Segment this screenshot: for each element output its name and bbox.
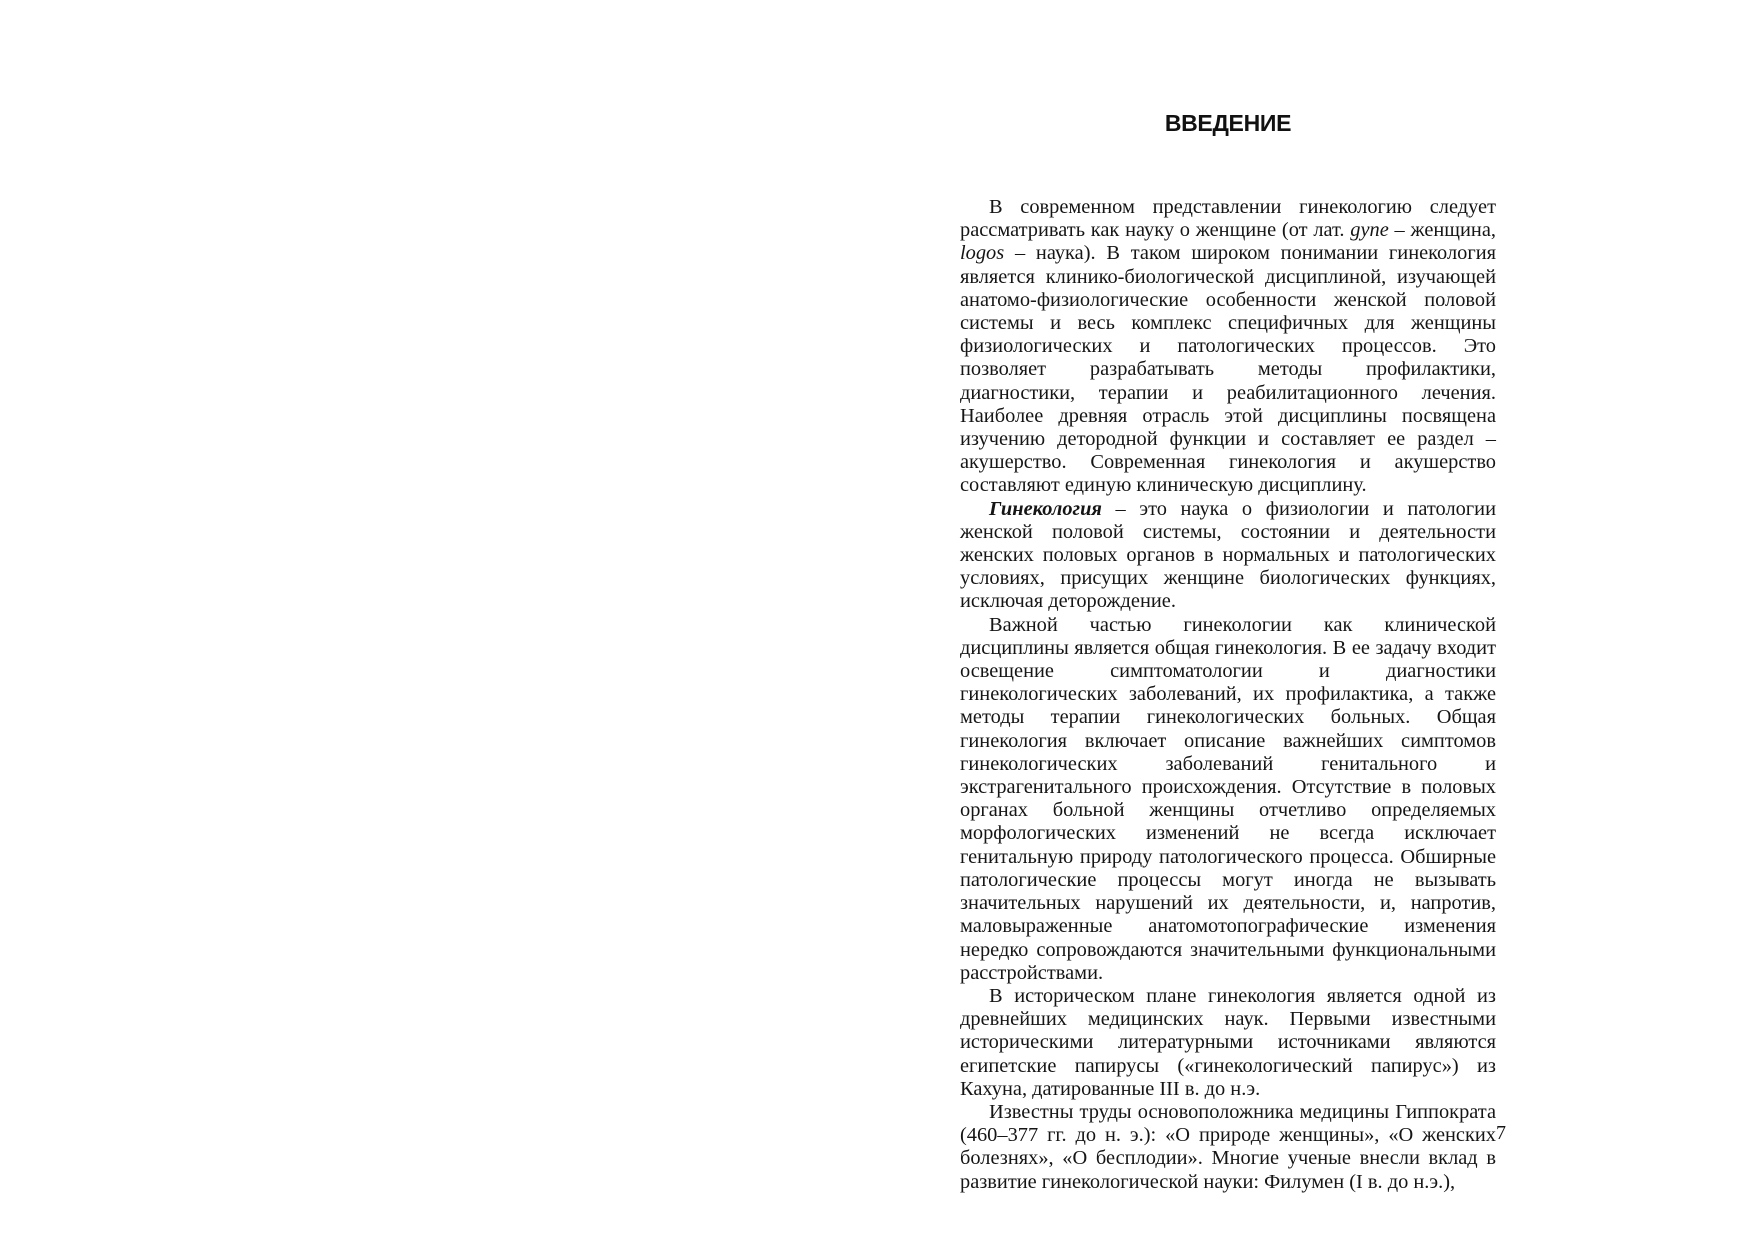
text-segment: – это наука о физиологии и патологии женской половой системы, состоянии и деятельности женских половых органов в нормальных и патологических условиях, присущих женщине биологических функциях, исключая деторождение. [960, 497, 1496, 613]
paragraph [960, 196, 1496, 498]
body-text [960, 196, 1496, 1194]
text-segment: В историческом плане гинекология является одной из древнейших медицинских наук. Первыми известными историческими литературными источниками являются египетские папирусы («гинекологический папирус») из Кахуна, датированные III в. до н.э. [960, 984, 1496, 1100]
text-segment: Известны труды основоположника медицины Гиппократа (460–377 гг. до н. э.): «О природе женщины», «О женских болезнях», «О бесплодии». Многие ученые внесли вклад в развитие гинекологической науки: Филумен (I в. до н.э.), [960, 1100, 1496, 1193]
text-segment: В современном представлении гинекологию следует рассматривать как науку о женщине (от лат. [960, 196, 1496, 242]
text-segment: – наука). В таком широком понимании гинекология является клинико-биологической дисциплиной, изучающей анатомо-физиологические особенности женской половой системы и весь комплекс специфичных для женщины физиологических и патологических процессов. Это позволяет разрабатывать методы профилактики, диагностики, терапии и реабилитационного лечения. Наиболее древняя отрасль этой дисциплины посвящена изучению детородной функции и составляет ее раздел – акушерство. Современная гинекология и акушерство составляют единую клиническую дисциплину. [960, 242, 1496, 497]
latin-term: logos [960, 242, 1005, 265]
text-segment: Важной частью гинекологии как клинической дисциплины является общая гинекология. В ее задачу входит освещение симптоматологии и диагностики гинекологических заболеваний, их профилактика, а также методы терапии гинекологических больных. Общая гинекология включает описание важнейших симптомов гинекологических заболеваний генитального и экстрагенитального происхождения. Отсутствие в половых органах больной женщины отчетливо определяемых морфологических изменений не всегда исключает генитальную природу патологического процесса. Обширные патологические процессы могут иногда не вызывать значительных нарушений их деятельности, и, напротив, маловыраженные анатомотопографические изменения нередко сопровождаются значительными функциональными расстройствами. [960, 613, 1496, 984]
paragraph [960, 1101, 1496, 1194]
paragraph [960, 985, 1496, 1101]
text-segment: – женщина, [1388, 219, 1496, 242]
latin-term: gyne [1350, 219, 1389, 242]
chapter-heading: ВВЕДЕНИЕ [1164, 110, 1292, 136]
paragraph [960, 498, 1496, 614]
left-page-blank [0, 0, 877, 1240]
paragraph [960, 614, 1496, 985]
defined-term: Гинекология [989, 497, 1102, 520]
page-number: 7 [1496, 1122, 1506, 1144]
